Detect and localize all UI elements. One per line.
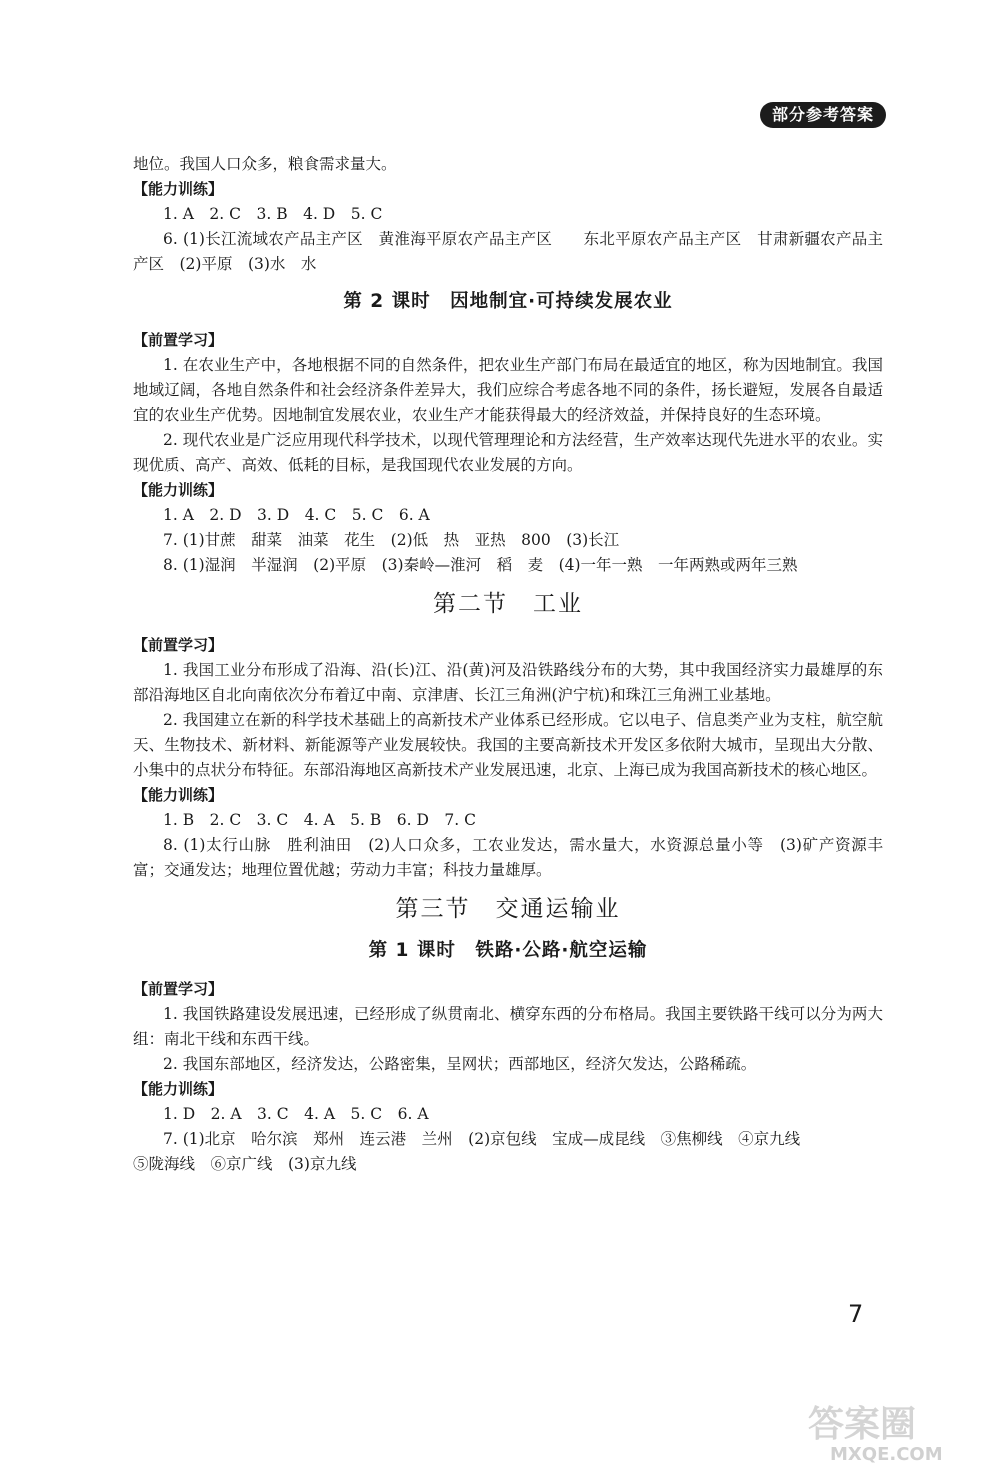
page-number: 7 bbox=[848, 1300, 864, 1328]
reference-answers-badge: 部分参考答案 bbox=[760, 102, 886, 128]
section-tag: 【能力训练】 bbox=[133, 1080, 224, 1098]
answer-paragraph: 1. A 2. C 3. B 4. D 5. C bbox=[163, 205, 383, 223]
answer-paragraph: 1. D 2. A 3. C 4. A 5. C 6. A bbox=[163, 1105, 429, 1123]
section-heading: 第三节 交通运输业 bbox=[395, 896, 621, 922]
answer-paragraph: 6. (1)长江流域农产品主产区 黄淮海平原农产品主产区 东北平原农产品主产区 甘肃新疆农产品主产区 (2)平原 (3)水 水 bbox=[133, 230, 883, 273]
section-tag: 【能力训练】 bbox=[133, 180, 224, 198]
section-tag: 【能力训练】 bbox=[133, 481, 224, 499]
answer-paragraph: ⑤陇海线 ⑥京广线 (3)京九线 bbox=[133, 1155, 357, 1173]
answer-paragraph: 1. B 2. C 3. C 4. A 5. B 6. D 7. C bbox=[163, 811, 476, 829]
answer-paragraph: 1. 我国工业分布形成了沿海、沿(长)江、沿(黄)河及沿铁路线分布的大势，其中我国经济实力最雄厚的东部沿海地区自北向南依次分布着辽中南、京津唐、长江三角洲(沪宁杭)和珠江三角洲工业基地。 bbox=[133, 661, 883, 704]
answer-paragraph: 8. (1)湿润 半湿润 (2)平原 (3)秦岭—淮河 稻 麦 (4)一年一熟 一年两熟或两年三熟 bbox=[163, 556, 798, 574]
answer-content bbox=[133, 152, 883, 1177]
section-heading: 第二节 工业 bbox=[433, 591, 583, 617]
section-tag: 【前置学习】 bbox=[133, 980, 224, 998]
section-tag: 【前置学习】 bbox=[133, 331, 224, 349]
watermark-top-text: 答案圈 bbox=[808, 1404, 917, 1445]
answer-paragraph: 7. (1)北京 哈尔滨 郑州 连云港 兰州 (2)京包线 宝成—成昆线 ③焦柳线 ④京九线 bbox=[163, 1130, 801, 1148]
answer-paragraph: 1. 我国铁路建设发展迅速，已经形成了纵贯南北、横穿东西的分布格局。我国主要铁路干线可以分为两大组：南北干线和东西干线。 bbox=[133, 1005, 883, 1048]
site-watermark-logo bbox=[800, 1396, 990, 1466]
answer-paragraph: 1. A 2. D 3. D 4. C 5. C 6. A bbox=[163, 506, 430, 524]
answer-paragraph: 7. (1)甘蔗 甜菜 油菜 花生 (2)低 热 亚热 800 (3)长江 bbox=[163, 531, 620, 549]
watermark-bottom-text: MXQE.COM bbox=[830, 1444, 943, 1465]
answer-paragraph: 8. (1)太行山脉 胜利油田 (2)人口众多，工农业发达，需水量大，水资源总量小等 (3)矿产资源丰富；交通发达；地理位置优越；劳动力丰富；科技力量雄厚。 bbox=[133, 836, 883, 879]
lesson-heading: 第 2 课时 因地制宜·可持续发展农业 bbox=[343, 291, 673, 312]
answer-paragraph: 1. 在农业生产中，各地根据不同的自然条件，把农业生产部门布局在最适宜的地区，称为因地制宜。我国地域辽阔，各地自然条件和社会经济条件差异大，我们应综合考虑各地不同的条件，扬长避短，发展各自最适宜的农业生产优势。因地制宜发展农业，农业生产才能获得最大的经济效益，并保持良好的生态环境。 bbox=[133, 356, 883, 424]
answer-paragraph: 2. 我国建立在新的科学技术基础上的高新技术产业体系已经形成。它以电子、信息类产业为支柱，航空航天、生物技术、新材料、新能源等产业发展较快。我国的主要高新技术开发区多依附大城市，呈现出大分散、小集中的点状分布特征。东部沿海地区高新技术产业发展迅速，北京、上海已成为我国高新技术的核心地区。 bbox=[133, 711, 883, 779]
answer-paragraph: 2. 我国东部地区，经济发达，公路密集，呈网状；西部地区，经济欠发达，公路稀疏。 bbox=[163, 1055, 757, 1073]
section-tag: 【前置学习】 bbox=[133, 636, 224, 654]
section-tag: 【能力训练】 bbox=[133, 786, 224, 804]
answer-paragraph: 2. 现代农业是广泛应用现代科学技术，以现代管理理论和方法经营，生产效率达现代先进水平的农业。实现优质、高产、高效、低耗的目标，是我国现代农业发展的方向。 bbox=[133, 431, 883, 474]
answer-paragraph: 地位。我国人口众多，粮食需求量大。 bbox=[133, 155, 397, 173]
lesson-heading: 第 1 课时 铁路·公路·航空运输 bbox=[368, 940, 648, 961]
